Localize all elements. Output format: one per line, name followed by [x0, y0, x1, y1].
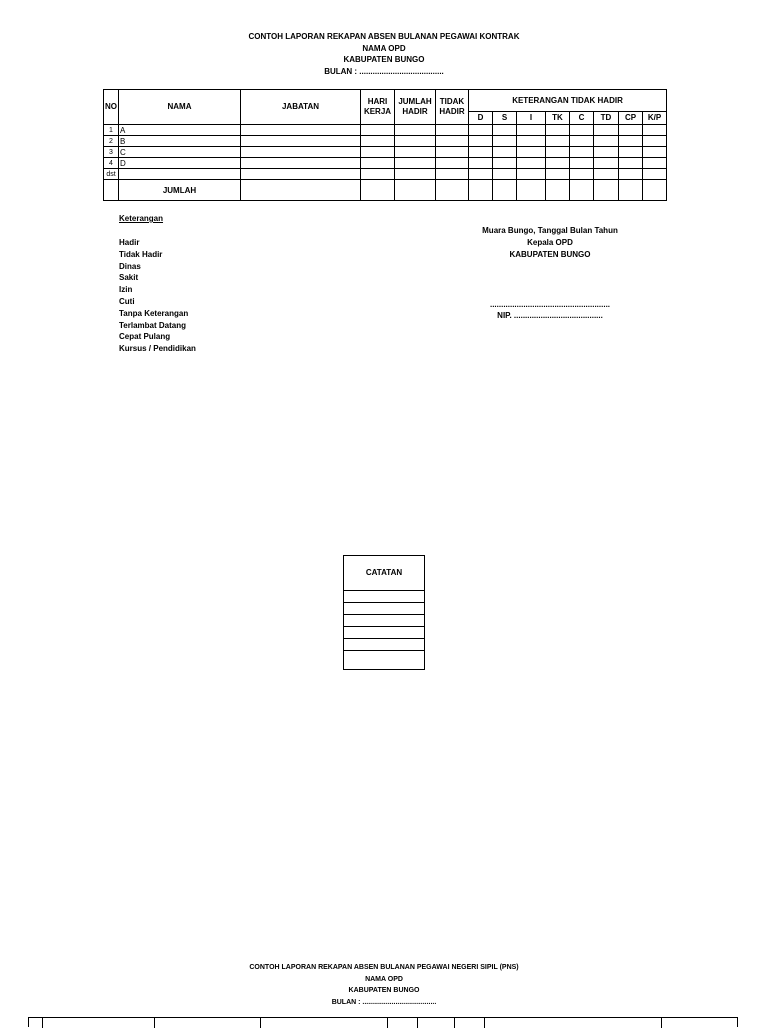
- code-header: C: [570, 112, 594, 125]
- legend-item: Hadir: [119, 238, 140, 247]
- total-label: JUMLAH: [119, 180, 241, 201]
- legend-item: Tidak Hadir: [119, 249, 163, 259]
- notes-line: [344, 651, 424, 669]
- signer-regency: KABUPATEN BUNGO: [509, 250, 591, 259]
- legend-item: Dinas: [119, 261, 141, 271]
- signature-block: [470, 225, 630, 261]
- col-hari-kerja: HARI KERJA: [361, 90, 395, 125]
- code-header: K/P: [643, 112, 667, 125]
- code-header: TK: [546, 112, 570, 125]
- col-tidak-hadir: TIDAK HADIR: [436, 90, 469, 125]
- month-line: BULAN : ......................................: [324, 66, 444, 76]
- report2-title: CONTOH LAPORAN REKAPAN ABSEN BULANAN PEGAWAI NEGERI SIPIL (PNS): [249, 964, 519, 971]
- row-nama: D: [119, 158, 241, 169]
- table-row: [104, 147, 667, 158]
- table-header-row: [104, 90, 667, 112]
- row-no: 4: [104, 158, 119, 169]
- legend-item: Izin: [119, 285, 133, 295]
- row-nama: B: [119, 136, 241, 147]
- row-no: 3: [104, 147, 119, 158]
- signer-position: Kepala OPD: [527, 238, 573, 247]
- code-header: S: [493, 112, 517, 125]
- report2-header: [0, 962, 768, 1008]
- report2-regency: KABUPATEN BUNGO: [348, 987, 420, 994]
- total-row: [104, 180, 667, 201]
- table-row: [104, 136, 667, 147]
- legend-item: Sakit: [119, 273, 139, 283]
- signer-nip: NIP. ........................................: [497, 311, 603, 320]
- row-nama: A: [119, 125, 241, 136]
- legend-item: Tanpa Keterangan: [119, 308, 189, 318]
- table-row: [104, 169, 667, 180]
- regency-name: KABUPATEN BUNGO: [343, 55, 425, 64]
- col-jabatan: JABATAN: [241, 90, 361, 125]
- attendance-table: [103, 89, 667, 201]
- legend-list: [119, 237, 196, 355]
- legend-item: Kursus / Pendidikan: [119, 344, 196, 354]
- code-header: I: [517, 112, 546, 125]
- notes-line: [344, 615, 424, 627]
- col-no: NO: [104, 90, 119, 125]
- col-keterangan: KETERANGAN TIDAK HADIR: [469, 90, 667, 112]
- row-no: 2: [104, 136, 119, 147]
- report2-opd: NAMA OPD: [365, 975, 403, 983]
- notes-line: [344, 591, 424, 603]
- report-header: [0, 31, 768, 77]
- legend-item: Cepat Pulang: [119, 332, 171, 342]
- signer-name-line: ......................................................: [489, 300, 611, 309]
- place-date: Muara Bungo, Tanggal Bulan Tahun: [482, 226, 618, 235]
- report2-table-edge: [28, 1017, 738, 1027]
- legend-title: Keterangan: [119, 214, 164, 223]
- report-title: CONTOH LAPORAN REKAPAN ABSEN BULANAN PEGAWAI KONTRAK: [248, 32, 520, 41]
- code-header: TD: [594, 112, 619, 125]
- row-no: 1: [104, 125, 119, 136]
- notes-line: [344, 603, 424, 615]
- notes-line: [344, 627, 424, 639]
- code-header: CP: [619, 112, 643, 125]
- row-no: dst: [104, 169, 119, 180]
- row-nama: C: [119, 147, 241, 158]
- col-nama: NAMA: [119, 90, 241, 125]
- opd-name: NAMA OPD: [362, 43, 406, 53]
- notes-box: [343, 555, 425, 670]
- notes-line: [344, 639, 424, 651]
- row-nama: [119, 169, 241, 180]
- notes-title: CATATAN: [344, 556, 424, 591]
- code-header: D: [469, 112, 493, 125]
- legend-item: Terlambat Datang: [119, 320, 186, 330]
- report2-month: BULAN : ......................................: [331, 998, 437, 1006]
- table-row: [104, 158, 667, 169]
- col-jumlah-hadir: JUMLAH HADIR: [395, 90, 436, 125]
- table-row: [104, 125, 667, 136]
- legend-item: Cuti: [119, 296, 135, 306]
